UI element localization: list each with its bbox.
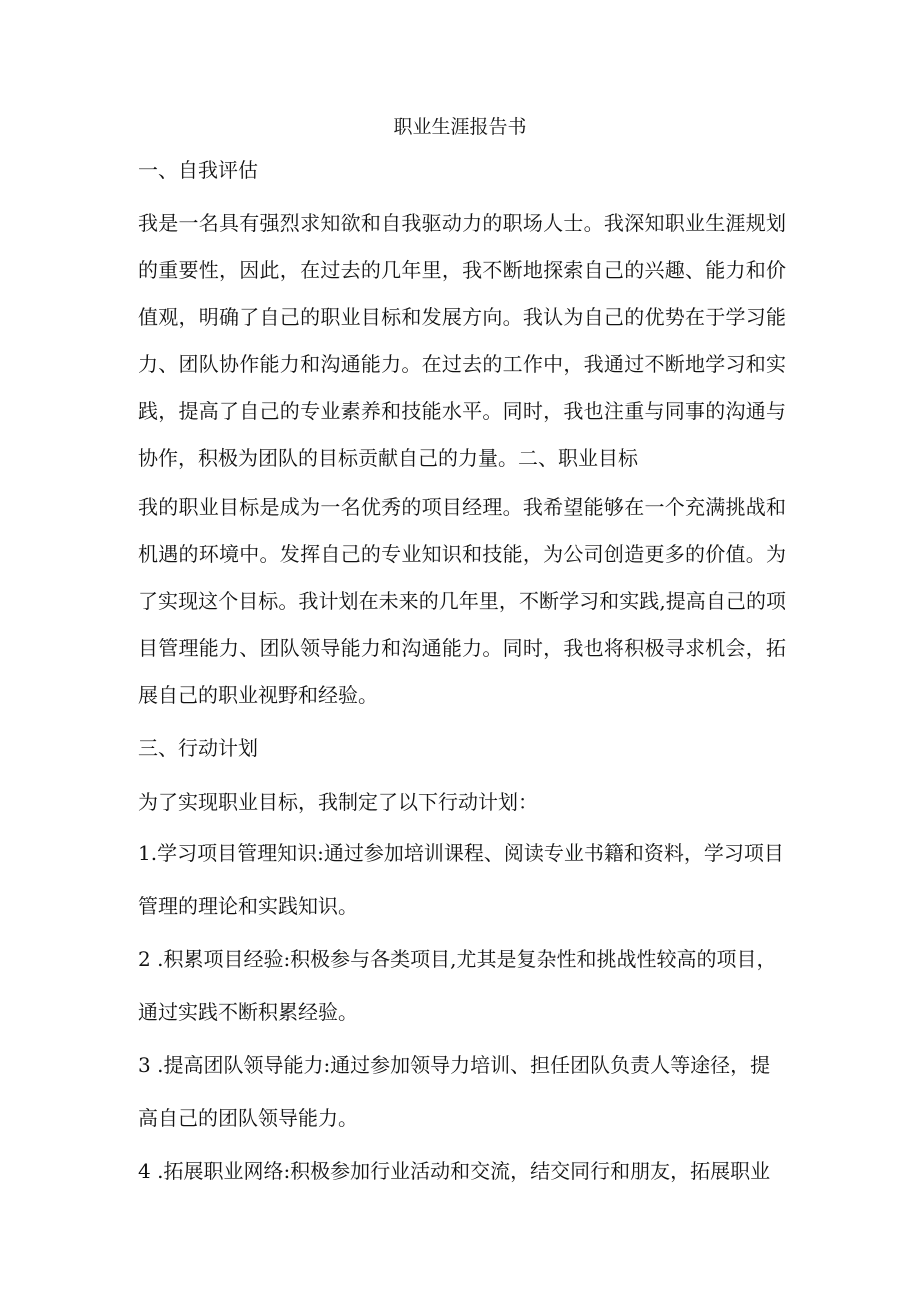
list-item: 3 .提高团队领导能力:通过参加领导力培训、担任团队负责人等途径，提高自己的团队领导能力。	[138, 1053, 771, 1130]
document-title: 职业生涯报告书	[393, 116, 527, 138]
section-heading-self-assessment: 一、自我评估	[138, 158, 258, 182]
paragraph-action-plan-intro: 为了实现职业目标，我制定了以下行动计划：	[138, 790, 538, 814]
paragraph-self-assessment: 我是一名具有强烈求知欲和自我驱动力的职场人士。我深知职业生涯规划的重要性，因此，在过去的几年里，我不断地探索自己的兴趣、能力和价值观，明确了自己的职业目标和发展方向。我认为自己的优势在于学习能力、团队协作能力和沟通能力。在过去的工作中，我通过不断地学习和实践，提高了自己的专业素养和技能水平。同时，我也注重与同事的沟通与协作，积极为团队的目标贡献自己的力量。二、职业目标	[138, 211, 786, 470]
paragraph-career-goal: 我的职业目标是成为一名优秀的项目经理。我希望能够在一个充满挑战和机遇的环境中。发挥自己的专业知识和技能，为公司创造更多的价值。为了实现这个目标。我计划在未来的几年里，不断学习和实践,提高自己的项目管理能力、团队领导能力和沟通能力。同时，我也将积极寻求机会，拓展自己的职业视野和经验。	[138, 495, 786, 707]
list-item: 2 .积累项目经验:积极参与各类项目,尤其是复杂性和挑战性较高的项目，通过实践不断积累经验。	[138, 947, 777, 1024]
list-item: 4 .拓展职业网络:积极参加行业活动和交流，结交同行和朋友，拓展职业	[138, 1159, 771, 1183]
list-item: 1.学习项目管理知识:通过参加培训课程、阅读专业书籍和资料，学习项目管理的理论和实践知识。	[138, 841, 784, 918]
section-heading-action-plan: 三、行动计划	[138, 736, 258, 760]
